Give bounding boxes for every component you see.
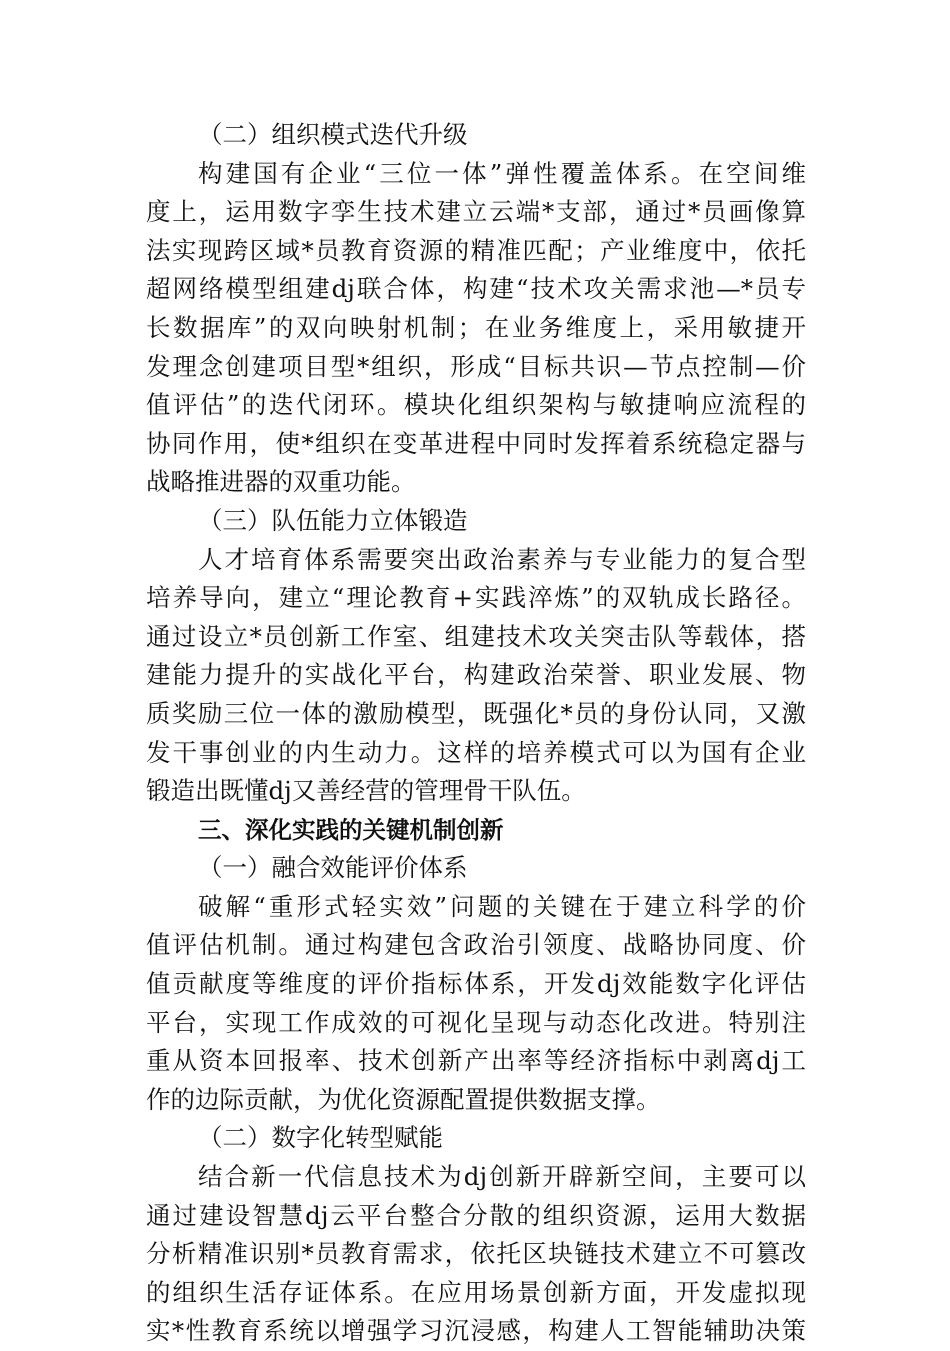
paragraph-line: 破解“重形式轻实效”问题的关键在于建立科学的价 — [198, 891, 806, 921]
paragraph-line: 培养导向，建立“理论教育+实践淬炼”的双轨成长路径。 — [146, 583, 806, 613]
paragraph-line: 值贡献度等维度的评价指标体系，开发dj效能数字化评估 — [146, 969, 806, 999]
paragraph-line: 建能力提升的实战化平台，构建政治荣誉、职业发展、物 — [146, 660, 806, 690]
paragraph-line: 发干事创业的内生动力。这样的培养模式可以为国有企业 — [146, 737, 806, 767]
paragraph-line: 作的边际贡献，为优化资源配置提供数据支撑。 — [146, 1084, 661, 1114]
paragraph-line: 分析精准识别*员教育需求，依托区块链技术建立不可篡改 — [146, 1239, 806, 1269]
paragraph-line: 法实现跨区域*员教育资源的精准匹配；产业维度中，依托 — [146, 235, 806, 265]
subsection-heading: （二）组织模式迭代升级 — [198, 120, 468, 149]
paragraph-line: 度上，运用数字孪生技术建立云端*支部，通过*员画像算 — [146, 197, 806, 227]
paragraph-line: 结合新一代信息技术为dj创新开辟新空间，主要可以 — [198, 1162, 806, 1192]
paragraph-line: 值评估机制。通过构建包含政治引领度、战略协同度、价 — [146, 930, 806, 960]
paragraph-line: 值评估”的迭代闭环。模块化组织架构与敏捷响应流程的 — [146, 390, 806, 420]
paragraph-line: 平台，实现工作成效的可视化呈现与动态化改进。特别注 — [146, 1007, 806, 1037]
document-body — [146, 116, 806, 1351]
paragraph-line: 的组织生活存证体系。在应用场景创新方面，开发虚拟现 — [146, 1277, 806, 1307]
paragraph-line: 重从资本回报率、技术创新产出率等经济指标中剥离dj工 — [146, 1046, 806, 1076]
paragraph-line: 协同作用，使*组织在变革进程中同时发挥着系统稳定器与 — [146, 428, 806, 458]
paragraph-line: 通过建设智慧dj云平台整合分散的组织资源，运用大数据 — [146, 1200, 806, 1230]
paragraph-line: 实*性教育系统以增强学习沉浸感，构建人工智能辅助决策 — [146, 1316, 806, 1346]
paragraph-line: 超网络模型组建dj联合体，构建“技术攻关需求池—*员专 — [146, 274, 806, 304]
paragraph-line: 构建国有企业“三位一体”弹性覆盖体系。在空间维 — [198, 158, 806, 188]
paragraph-line: 通过设立*员创新工作室、组建技术攻关突击队等载体，搭 — [146, 621, 806, 651]
paragraph-line: 战略推进器的双重功能。 — [146, 467, 416, 497]
section-heading: 三、深化实践的关键机制创新 — [198, 815, 504, 844]
subsection-heading: （一）融合效能评价体系 — [198, 853, 468, 883]
paragraph-line: 长数据库”的双向映射机制；在业务维度上，采用敏捷开 — [146, 312, 806, 342]
paragraph-line: 人才培育体系需要突出政治素养与专业能力的复合型 — [198, 544, 806, 574]
paragraph-line: 质奖励三位一体的激励模型，既强化*员的身份认同，又激 — [146, 698, 806, 728]
paragraph-line: 锻造出既懂dj又善经营的管理骨干队伍。 — [146, 776, 586, 806]
paragraph-line: 发理念创建项目型*组织，形成“目标共识—节点控制—价 — [146, 351, 806, 381]
subsection-heading: （三）队伍能力立体锻造 — [198, 505, 468, 535]
subsection-heading: （二）数字化转型赋能 — [198, 1123, 443, 1153]
